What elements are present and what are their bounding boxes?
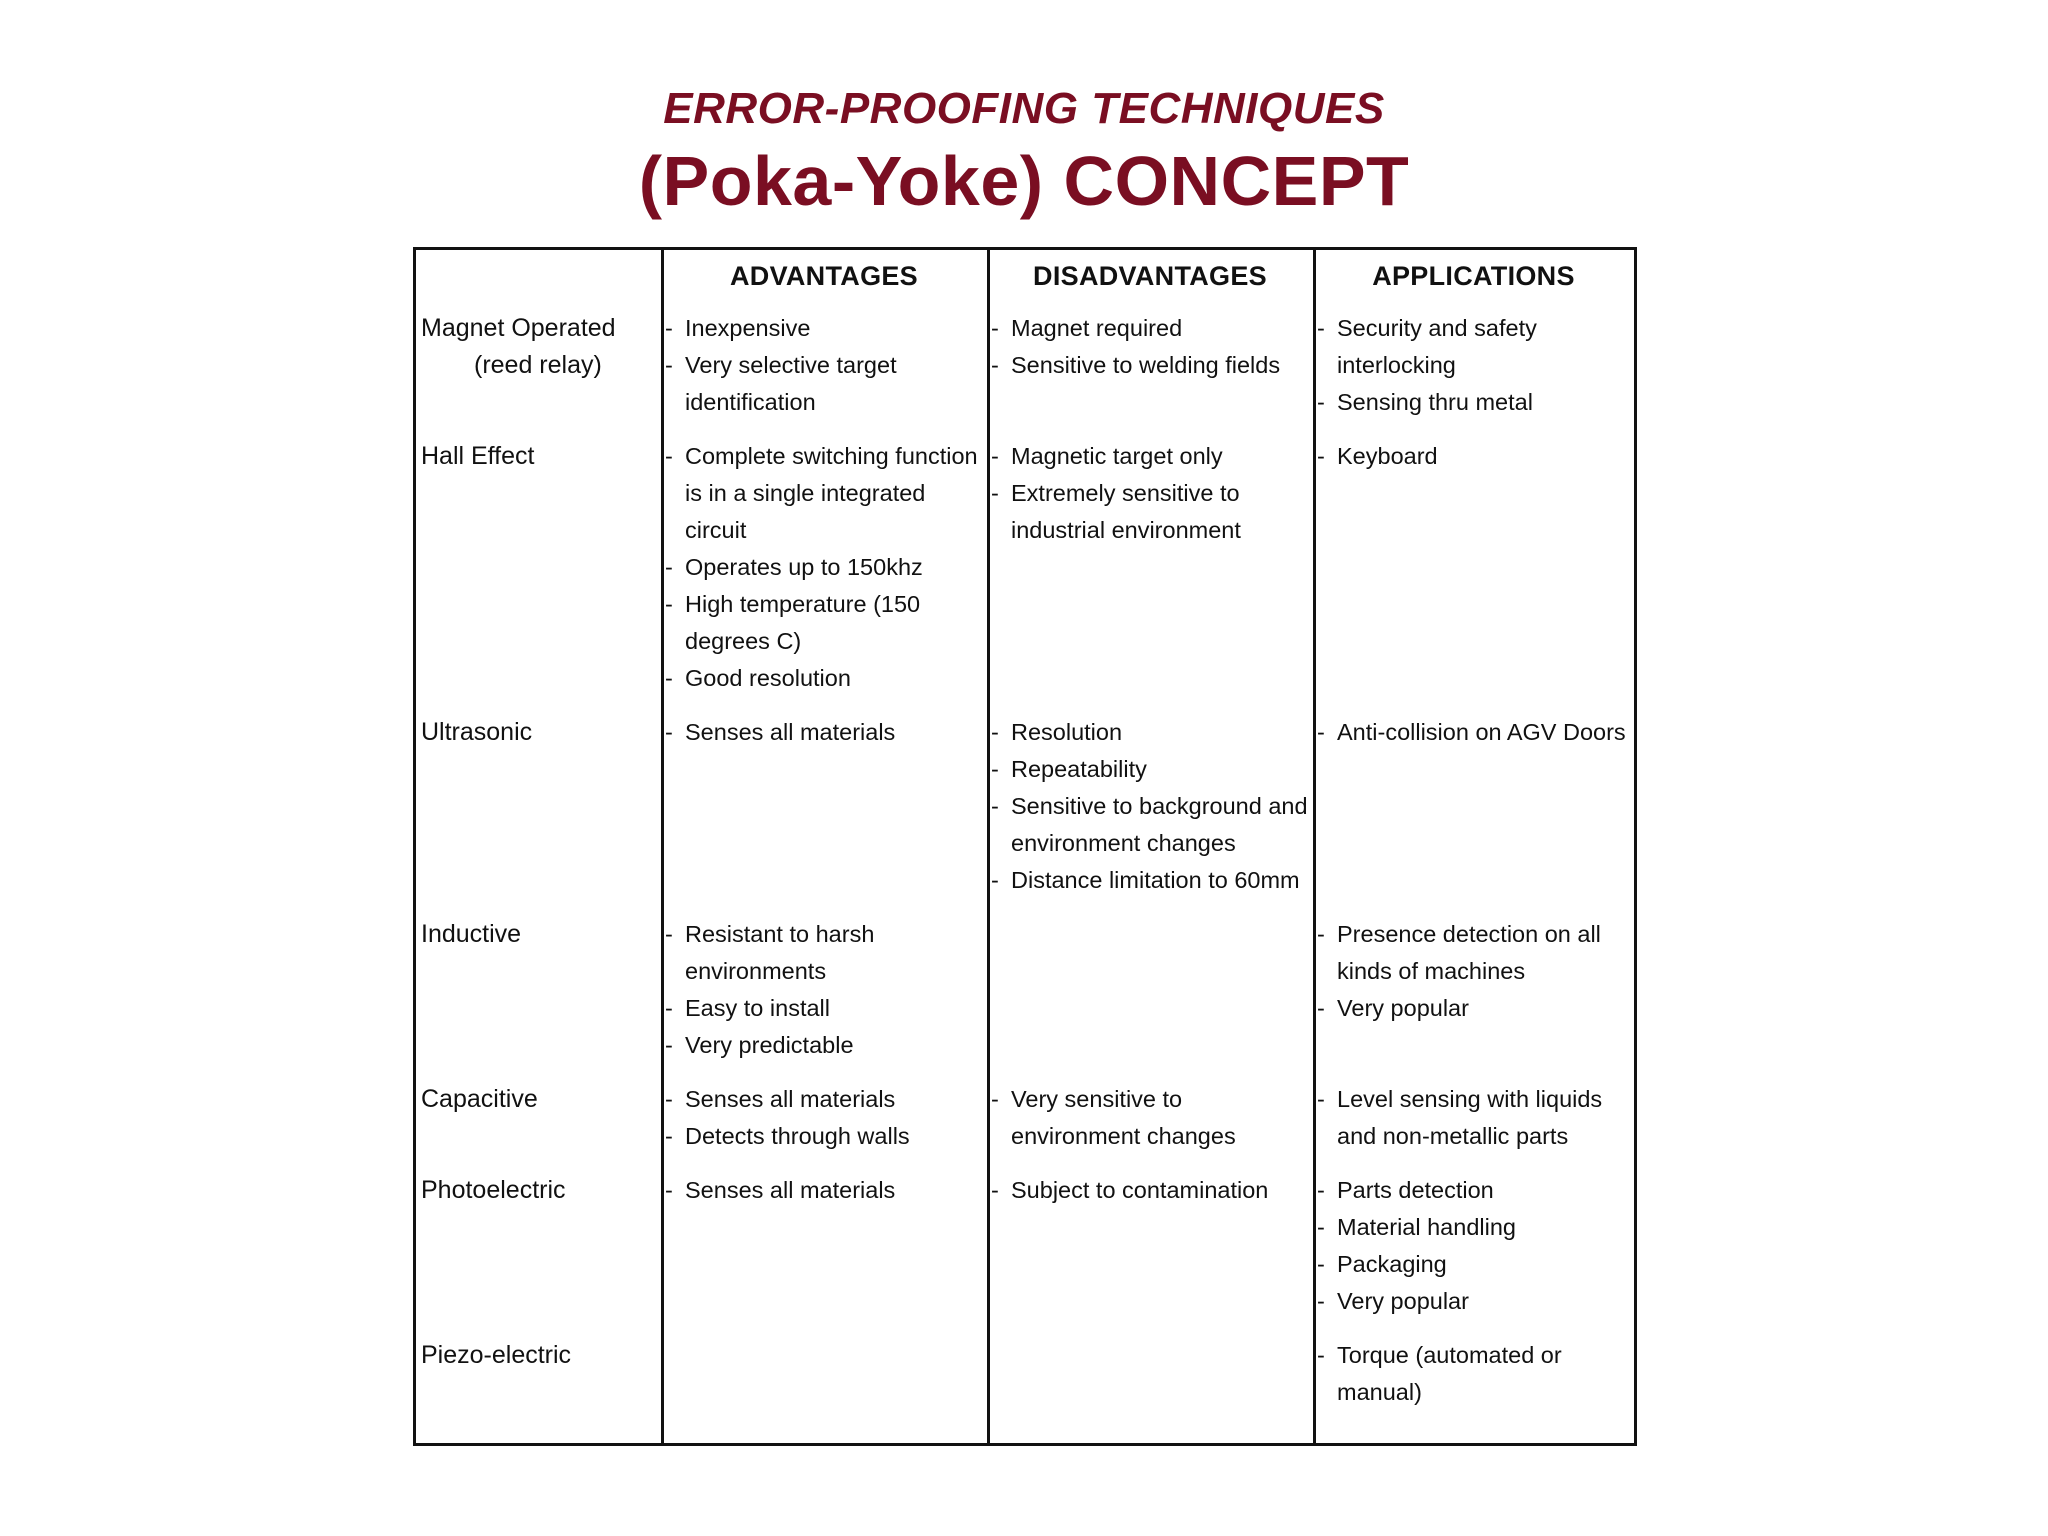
list-item: - Extremely sensitive to industrial environment xyxy=(991,475,1313,549)
list-item: - Sensitive to background and environment changes xyxy=(991,788,1313,862)
advantages-list xyxy=(661,916,987,1064)
technique-name: Photoelectric xyxy=(421,1176,566,1204)
list-item: - Parts detection xyxy=(1317,1172,1634,1209)
list-item: - Detects through walls xyxy=(665,1118,987,1155)
list-item: - Good resolution xyxy=(665,660,987,697)
row-label xyxy=(416,310,661,438)
disadvantages-cell xyxy=(987,310,1313,438)
applications-list xyxy=(1313,310,1634,421)
applications-cell xyxy=(1313,1172,1634,1337)
list-item: - Inexpensive xyxy=(665,310,987,347)
list-item: - Security and safety interlocking xyxy=(1317,310,1634,384)
technique-name: Capacitive xyxy=(421,1085,538,1113)
advantages-cell xyxy=(661,1081,987,1172)
disadvantages-cell xyxy=(987,1172,1313,1337)
list-item: - Very sensitive to environment changes xyxy=(991,1081,1313,1155)
applications-cell xyxy=(1313,916,1634,1081)
list-item: - Senses all materials xyxy=(665,1081,987,1118)
disadvantages-list xyxy=(987,438,1313,549)
advantages-list xyxy=(661,1081,987,1155)
row-label xyxy=(416,916,661,1081)
list-item: - Magnetic target only xyxy=(991,438,1313,475)
technique-subname: (reed relay) xyxy=(474,351,602,379)
disadvantages-cell xyxy=(987,1337,1313,1428)
list-item: - Presence detection on all kinds of machines xyxy=(1317,916,1634,990)
technique-name: Hall Effect xyxy=(421,442,535,470)
disadvantages-list xyxy=(987,1172,1313,1209)
list-item: - Very popular xyxy=(1317,990,1634,1027)
technique-name: Piezo-electric xyxy=(421,1341,572,1369)
advantages-cell xyxy=(661,310,987,438)
advantages-cell xyxy=(661,438,987,714)
list-item: - Resistant to harsh environments xyxy=(665,916,987,990)
advantages-cell xyxy=(661,1172,987,1337)
list-item: - Complete switching function is in a single integrated circuit xyxy=(665,438,987,549)
applications-list xyxy=(1313,714,1634,751)
list-item: - Magnet required xyxy=(991,310,1313,347)
list-item: - Senses all materials xyxy=(665,714,987,751)
advantages-cell xyxy=(661,916,987,1081)
list-item: - Sensing thru metal xyxy=(1317,384,1634,421)
list-item: - Anti-collision on AGV Doors xyxy=(1317,714,1634,751)
disadvantages-cell xyxy=(987,438,1313,714)
disadvantages-cell xyxy=(987,714,1313,916)
list-item: - Material handling xyxy=(1317,1209,1634,1246)
applications-cell xyxy=(1313,1337,1634,1428)
title-block xyxy=(0,80,2048,224)
row-label xyxy=(416,1081,661,1172)
technique-name: Inductive xyxy=(421,920,522,948)
technique-name: Ultrasonic xyxy=(421,718,533,746)
applications-cell xyxy=(1313,714,1634,916)
list-item: - Senses all materials xyxy=(665,1172,987,1209)
list-item: - Easy to install xyxy=(665,990,987,1027)
applications-list xyxy=(1313,1081,1634,1155)
page-subtitle: (Poka-Yoke) CONCEPT xyxy=(638,142,1410,220)
applications-list xyxy=(1313,916,1634,1027)
applications-cell xyxy=(1313,438,1634,714)
advantages-list xyxy=(661,1172,987,1209)
list-item: - Torque (automated or manual) xyxy=(1317,1337,1634,1411)
header-applications: APPLICATIONS xyxy=(1372,261,1575,291)
list-item: - Distance limitation to 60mm xyxy=(991,862,1313,899)
applications-list xyxy=(1313,1337,1634,1411)
applications-list xyxy=(1313,1172,1634,1320)
table-grid xyxy=(416,250,1634,1428)
header-advantages: ADVANTAGES xyxy=(729,261,918,291)
applications-list xyxy=(1313,438,1634,475)
disadvantages-cell xyxy=(987,1081,1313,1172)
list-item: - Very popular xyxy=(1317,1283,1634,1320)
advantages-cell xyxy=(661,714,987,916)
list-item: - Packaging xyxy=(1317,1246,1634,1283)
list-item: - Sensitive to welding fields xyxy=(991,347,1313,384)
applications-cell xyxy=(1313,310,1634,438)
list-item: - Very selective target identification xyxy=(665,347,987,421)
list-item: - Repeatability xyxy=(991,751,1313,788)
disadvantages-list xyxy=(987,1081,1313,1155)
technique-name: Magnet Operated xyxy=(421,314,616,342)
row-label xyxy=(416,438,661,714)
advantages-cell xyxy=(661,1337,987,1428)
list-item: - Very predictable xyxy=(665,1027,987,1064)
disadvantages-cell xyxy=(987,916,1313,1081)
row-label xyxy=(416,1337,661,1428)
header-disadvantages: DISADVANTAGES xyxy=(1033,261,1267,291)
disadvantages-list xyxy=(987,714,1313,899)
advantages-list xyxy=(661,438,987,697)
list-item: - Subject to contamination xyxy=(991,1172,1313,1209)
advantages-list xyxy=(661,310,987,421)
advantages-list xyxy=(661,714,987,751)
page-title: ERROR-PROOFING TECHNIQUES xyxy=(663,84,1385,133)
row-label xyxy=(416,1172,661,1337)
applications-cell xyxy=(1313,1081,1634,1172)
list-item: - Level sensing with liquids and non-metallic parts xyxy=(1317,1081,1634,1155)
list-item: - Resolution xyxy=(991,714,1313,751)
header-technique xyxy=(416,250,661,310)
disadvantages-list xyxy=(987,310,1313,384)
list-item: - Keyboard xyxy=(1317,438,1634,475)
list-item: - Operates up to 150khz xyxy=(665,549,987,586)
row-label xyxy=(416,714,661,916)
list-item: - High temperature (150 degrees C) xyxy=(665,586,987,660)
comparison-table xyxy=(413,247,1637,1446)
